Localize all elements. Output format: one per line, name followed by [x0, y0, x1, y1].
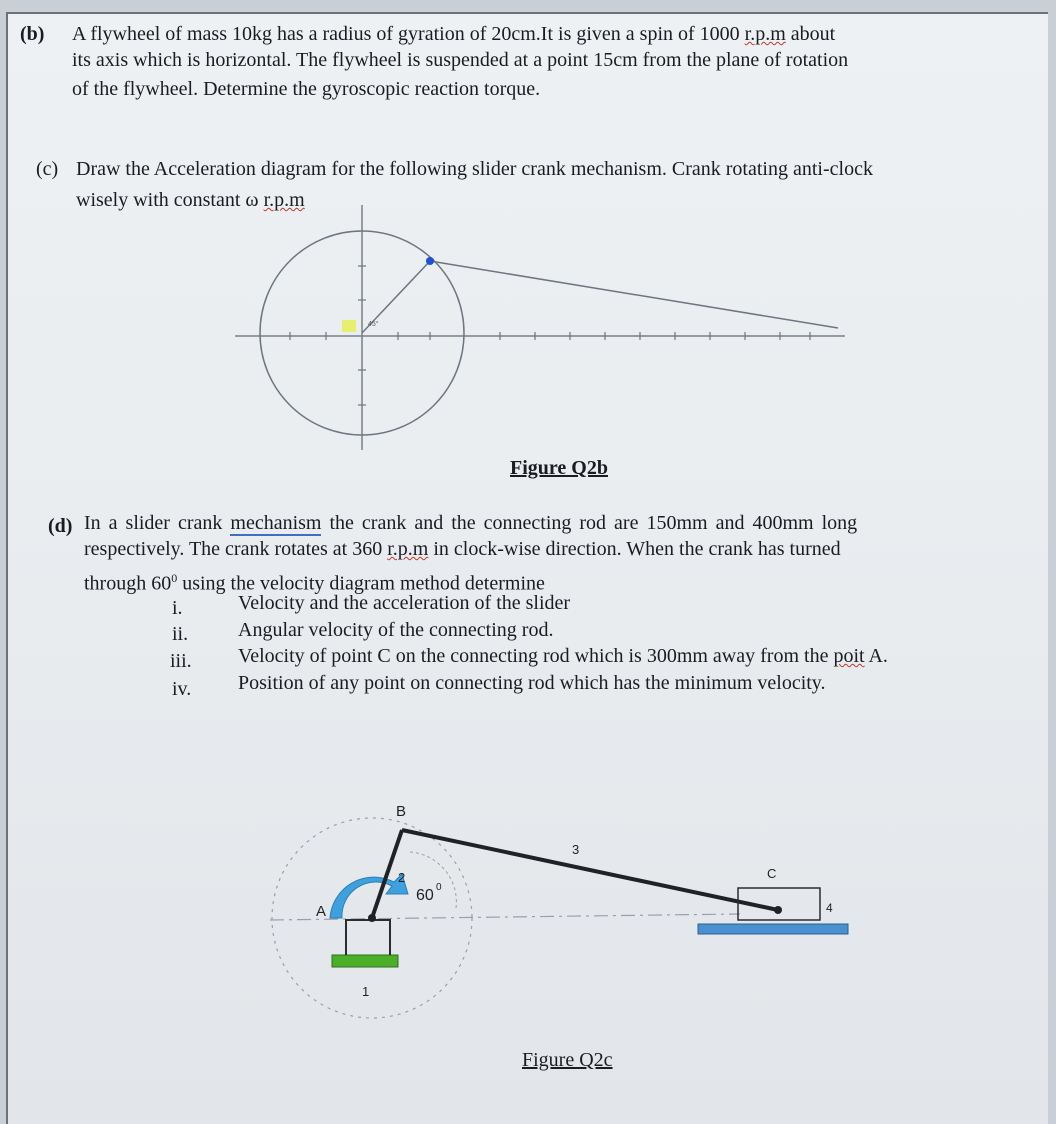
figure-q2c-diagram: [260, 790, 860, 1030]
pedestal: [346, 920, 390, 955]
question-c-text: wisely with constant ω: [76, 189, 264, 211]
question-d-label: (d): [48, 515, 73, 537]
question-d-line-1: [84, 509, 857, 538]
question-d-line-2: [84, 535, 841, 564]
question-d-text-2a: respectively. The crank rotates at 360: [84, 538, 388, 560]
pivot-C: [774, 906, 782, 914]
label-C: C: [767, 866, 777, 881]
item-num-2: ii.: [172, 623, 189, 645]
connecting-rod: [402, 830, 778, 910]
item-text-3-typo: poit: [833, 645, 865, 667]
question-b-text-1: A flywheel of mass 10kg has a radius of gyration of 20cm.It is given a spin of 1000: [72, 23, 745, 45]
rpm-d: r.p.m: [387, 538, 429, 560]
crank-pin-point: [426, 257, 434, 265]
slider-base: [698, 924, 848, 934]
question-d-text-2b: in clock-wise direction. When the crank has turned: [428, 538, 841, 560]
label-4: 4: [826, 901, 833, 915]
question-d-text-3b: using the velocity diagram method determine: [177, 572, 545, 595]
rpm-b: r.p.m: [744, 23, 786, 45]
item-num-4: iv.: [172, 678, 192, 700]
ground-support: [332, 955, 398, 967]
question-c-line-1: Draw the Acceleration diagram for the following slider crank mechanism. Crank rotating anti-clock: [76, 158, 873, 180]
label-B: B: [396, 803, 407, 820]
label-3: 3: [572, 842, 580, 857]
highlight-marker: [342, 320, 356, 332]
figure-q2b-diagram: [230, 200, 850, 450]
item-num-3: iii.: [170, 650, 192, 672]
label-1: 1: [362, 984, 370, 999]
pivot-A: [368, 914, 376, 922]
question-d-text-3a: through 60: [84, 572, 172, 595]
angle-60-label: 60: [416, 887, 434, 904]
item-text-3-tail: A.: [864, 645, 888, 667]
label-A: A: [316, 903, 327, 920]
label-2: 2: [398, 870, 406, 885]
rpm-c: r.p.m: [263, 189, 305, 211]
question-b-line-1: [72, 20, 835, 49]
degree-superscript: 0: [171, 571, 178, 585]
item-text-4: Position of any point on connecting rod which has the minimum velocity.: [238, 672, 826, 694]
item-num-1: i.: [172, 597, 183, 619]
question-b-text-2: about: [785, 23, 836, 45]
rotation-arrow: [330, 874, 408, 918]
question-b-line-3: of the flywheel. Determine the gyroscopic reaction torque.: [72, 78, 541, 100]
angle-60-sup: 0: [436, 882, 442, 893]
item-text-3: [238, 645, 888, 668]
angle-45-label: 45°: [368, 321, 379, 328]
connecting-rod-line: [430, 261, 838, 328]
question-b-label: (b): [20, 23, 45, 45]
question-d-text-1b: the crank and the connecting rod are 150mm and 400mm long: [321, 512, 858, 534]
item-text-3-main: Velocity of point C on the connecting rod which is 300mm away from the: [238, 645, 834, 667]
question-c-label: (c): [36, 158, 59, 180]
figure-q2b-caption: Figure Q2b: [510, 457, 608, 479]
item-text-1: Velocity and the acceleration of the slider: [238, 592, 571, 614]
mechanism-word: mechanism: [230, 512, 322, 534]
item-text-2: Angular velocity of the connecting rod.: [238, 619, 554, 641]
question-b-line-2: its axis which is horizontal. The flywheel is suspended at a point 15cm from the plane of rotation: [72, 49, 849, 71]
question-d-text-1a: In a slider crank: [84, 512, 231, 534]
figure-q2c-caption: Figure Q2c: [522, 1049, 613, 1071]
